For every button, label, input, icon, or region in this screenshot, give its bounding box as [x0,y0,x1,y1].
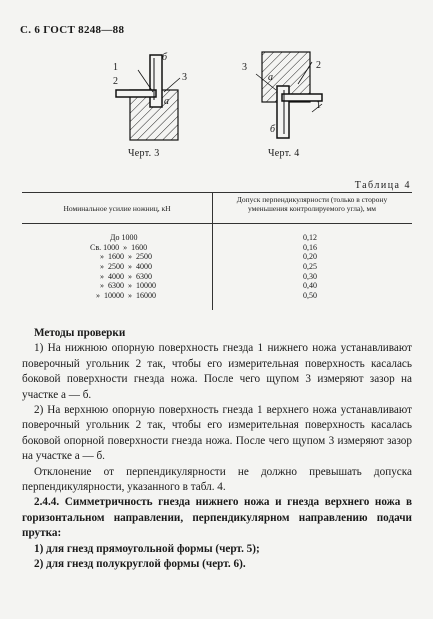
table-row-force: » 6300 » 10000 [100,281,156,290]
figure-3-caption: Черт. 3 [128,148,160,159]
table-row-tolerance: 0,25 [303,262,317,271]
table-row-force: » 1600 » 2500 [100,252,152,261]
figure-3-label-b: б [162,52,168,63]
table-top-rule [22,192,412,193]
table-header-tolerance: Допуск перпендикулярности (только в сторону уменьшения контролируемого угла), мм [236,195,388,213]
table-column-divider [212,192,213,310]
list-item-rectangular: 1) для гнезд прямоугольной формы (черт. 5); [34,542,260,555]
paragraph-method-1: 1) На нижнюю опорную поверхность гнезда 1 нижнего ножа устанавливают поверочный угольник 2 так, чтобы его измерительная поверхность касалась боковой поверхности гнезда ножа. После чего щупом 3 измеряют зазор на участке а — б. [22,342,412,401]
figure-4-label-b: б [270,124,276,135]
figure-3-label-a: а [164,96,169,107]
table-title: Таблица 4 [354,180,411,191]
table-row-tolerance: 0,40 [303,281,317,290]
page-header: С. 6 ГОСТ 8248—88 [20,24,125,36]
paragraph-method-2: 2) На верхнюю опорную поверхность гнезда 1 верхнего ножа устанавливают поверочный угольник 2 так, чтобы его измерительная поверхность касалась боковой опорной поверхности гнезда ножа. После чего щупом 3 измеряют зазор на участке а — б. [22,404,412,463]
table-row-tolerance: 0,20 [303,252,317,261]
figure-4-label-a: а [268,72,273,83]
list-item-semicircular: 2) для гнезд полукруглой формы (черт. 6). [34,558,246,571]
paragraph-symmetry: 2.4.4. Симметричность гнезда нижнего ножа и гнезда верхнего ножа в горизонтальном направлении, перпендикулярном направлению подачи прутка: [22,496,412,540]
table-row-tolerance: 0,12 [303,233,317,242]
table-row-tolerance: 0,50 [303,291,317,300]
table-row-force: Св. 1000 » 1600 [90,243,148,252]
table-row-tolerance: 0,30 [303,272,317,281]
table-row-force: До 1000 [110,233,138,242]
table-row-force: » 4000 » 6300 [100,272,152,281]
figure-3-drawing [108,50,188,142]
figure-3-label-1: 1 [113,62,118,73]
figure-4-label-2: 2 [316,60,321,71]
figure-3-label-2: 2 [113,76,118,87]
figure-4-caption: Черт. 4 [268,148,300,159]
table-row-force: » 2500 » 4000 [100,262,152,271]
table-header-force: Номинальное усилие ножниц, кН [63,204,171,213]
body-text [22,326,412,573]
section-heading: Методы проверки [34,327,126,339]
paragraph-deviation: Отклонение от перпендикулярности не должно превышать допуска перпендикулярности, указанного в табл. 4. [22,465,412,494]
figure-4-label-3: 3 [242,62,247,73]
figure-3-label-3: 3 [182,72,187,83]
table-header-rule [22,223,412,224]
figure-4-label-1: 1 [316,100,321,111]
table-row-tolerance: 0,16 [303,243,317,252]
table-row-force: » 10000 » 16000 [96,291,156,300]
